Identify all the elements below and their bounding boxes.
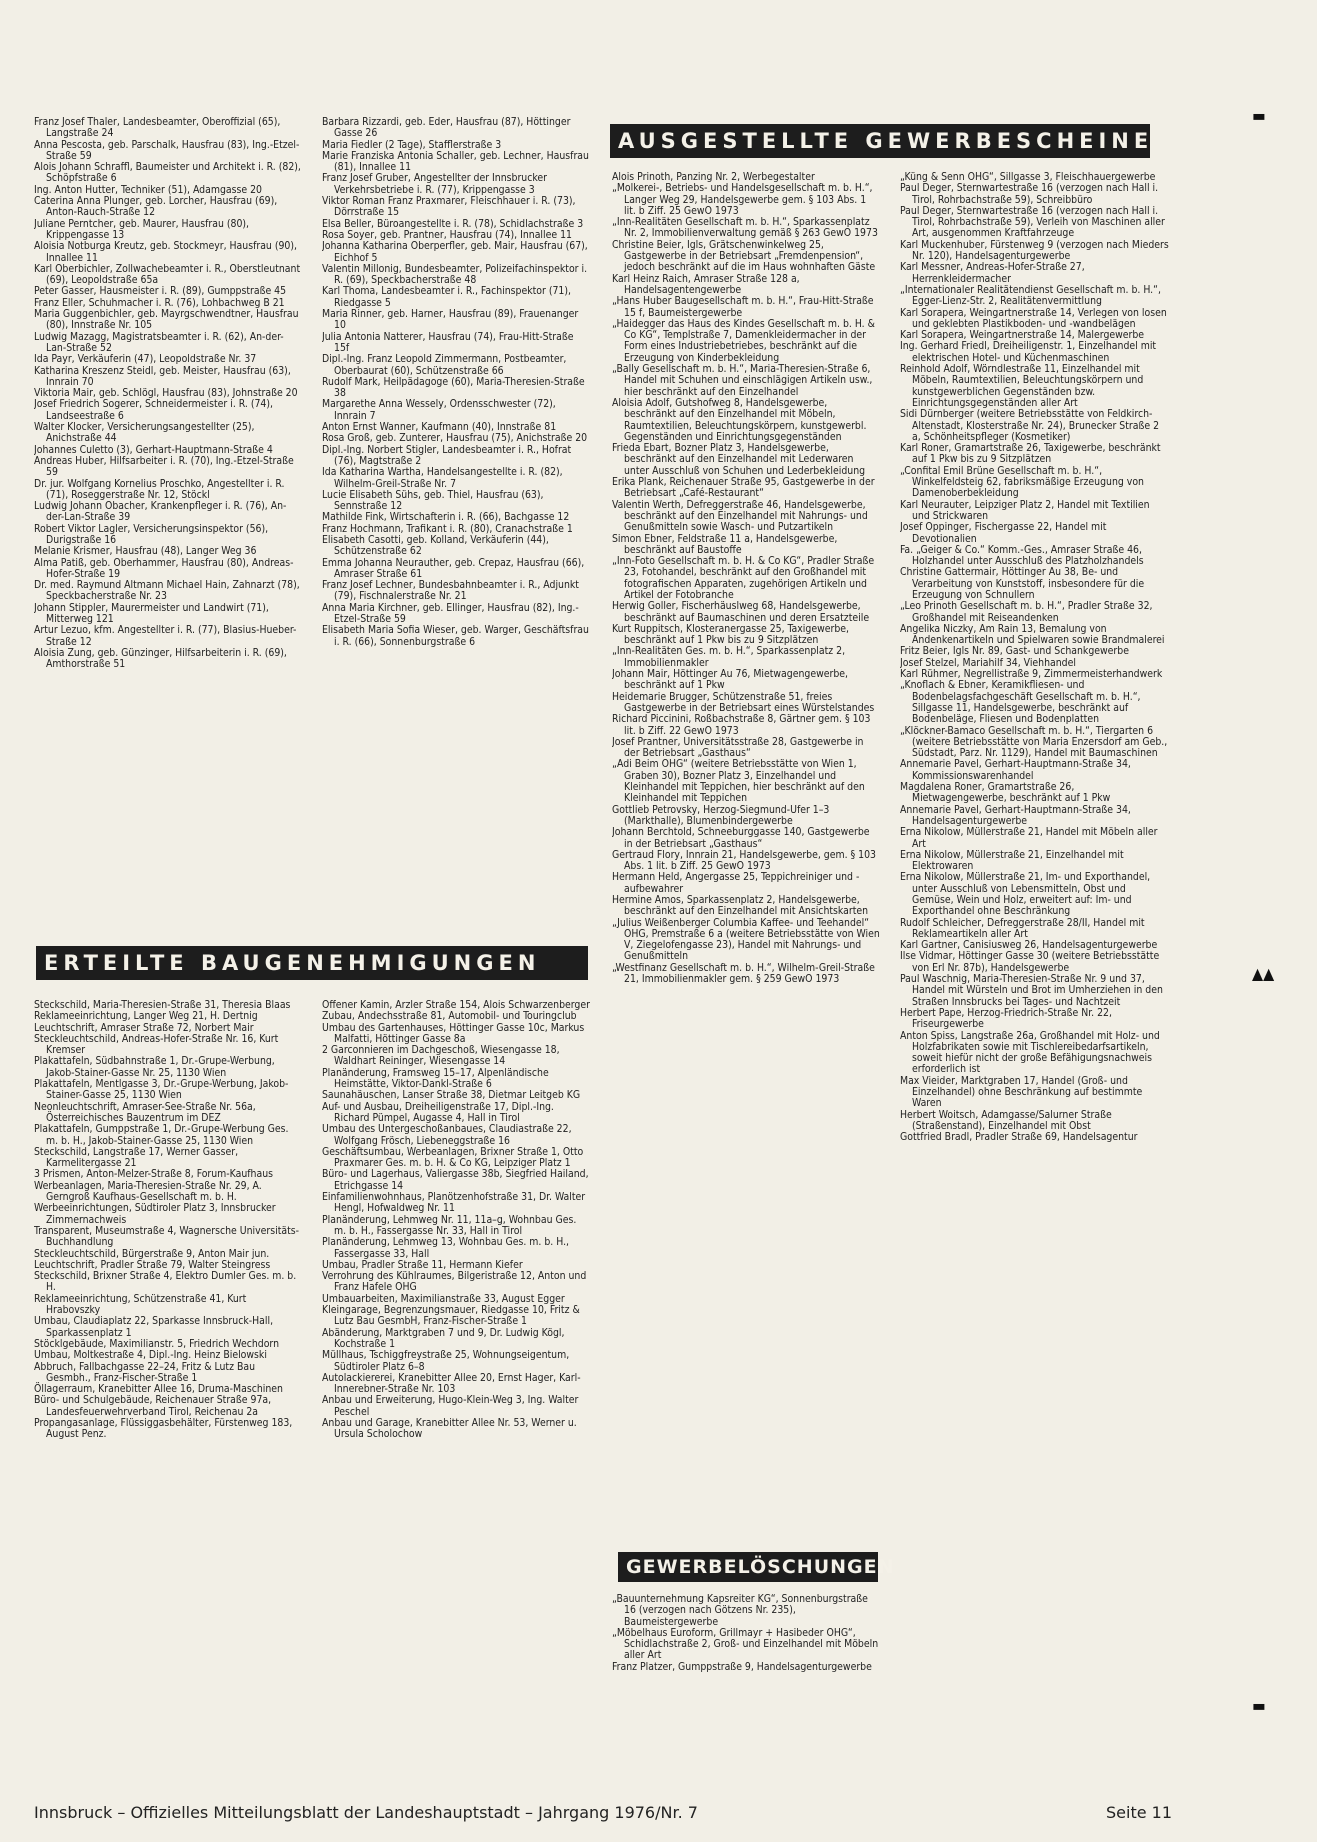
- list-entry: „Inn-Realitäten Ges. m. b. H.“, Sparkassenplatz 2, Immobilienmakler: [612, 645, 846, 669]
- list-entry: Heidemarie Brugger, Schützenstraße 51, freies Gastgewerbe in der Betriebsart eines Würstelstandes: [612, 690, 875, 714]
- list-entry: Autolackiererei, Kranebitter Allee 20, Ernst Hager, Karl-Innerebner-Straße Nr. 103: [322, 1371, 581, 1396]
- list-entry: Dipl.-Ing. Franz Leopold Zimmermann, Postbeamter, Oberbaurat (60), Schützenstraße 66: [322, 353, 567, 377]
- list-entry: Zubau, Andechsstraße 81, Automobil- und Touringclub: [322, 1010, 577, 1023]
- list-entry: Anbau und Erweiterung, Hugo-Klein-Weg 3, Ing. Walter Peschel: [322, 1394, 579, 1418]
- list-entry: Dr. med. Raymund Altmann Michael Hain, Zahnarzt (78), Speckbacherstraße Nr. 23: [34, 579, 300, 603]
- list-entry: Anna Maria Kirchner, geb. Ellinger, Hausfrau (82), Ing.-Etzel-Straße 59: [322, 601, 579, 626]
- list-entry: Werbeanlagen, Maria-Theresien-Straße Nr. 29, A. Gerngroß Kaufhaus-Gesellschaft m. b. H.: [34, 1179, 262, 1204]
- list-entry: Annemarie Pavel, Gerhart-Hauptmann-Straße 34, Kommissionswarenhandel: [900, 758, 1131, 782]
- list-entry: Johanna Katharina Oberperfler, geb. Mair, Hausfrau (67), Eichhof 5: [322, 240, 588, 264]
- list-entry: Franz Josef Thaler, Landesbeamter, Oberoffizial (65), Langstraße 24: [34, 117, 281, 140]
- list-entry: Ludwig Mazagg, Magistratsbeamter i. R. (62), An-der-Lan-Straße 52: [34, 330, 284, 354]
- list-entry: Johannes Culetto (3), Gerhart-Hauptmann-Straße 4: [34, 443, 273, 456]
- list-entry: Rosa Groß, geb. Zunterer, Hausfrau (75), Anichstraße 20: [322, 432, 588, 445]
- list-entry: Erna Nikolow, Müllerstraße 21, Einzelhandel mit Elektrowaren: [900, 848, 1124, 873]
- list-entry: Hermine Amos, Sparkassenplatz 2, Handelsgewerbe, beschränkt auf den Einzelhandel mit Ansichtskarten: [612, 894, 869, 918]
- list-entry: „Inn-Foto Gesellschaft m. b. H. & Co KG“, Pradler Straße 23, Fotohandel, beschränkt auf den Großhandel mit fotografischen Apparaten, zugehörigen Artikeln und Artikel der Fotobranche: [612, 555, 875, 601]
- list-entry: Karl Rühmer, Negrellistraße 9, Zimmermeisterhandwerk: [900, 668, 1163, 681]
- list-entry: Margarethe Anna Wessely, Ordensschwester (72), Innrain 7: [322, 398, 556, 422]
- list-entry: Josef Oppinger, Fischergasse 22, Handel mit Devotionalien: [900, 521, 1107, 545]
- list-entry: Kleingarage, Begrenzungsmauer, Riedgasse 10, Fritz & Lutz Bau GesmbH, Franz-Fischer-Straße 1: [322, 1304, 580, 1328]
- list-entry: Franz Hochmann, Trafikant i. R. (80), Cranachstraße 1: [322, 522, 573, 535]
- list-entry: Caterina Anna Plunger, geb. Lorcher, Hausfrau (69), Anton-Rauch-Straße 12: [34, 195, 278, 219]
- list-entry: Magdalena Roner, Gramartstraße 26, Mietwagengewerbe, beschränkt auf 1 Pkw: [900, 781, 1111, 805]
- list-entry: „Küng & Senn OHG“, Sillgasse 3, Fleischhauergewerbe: [900, 172, 1156, 183]
- trade-licenses-column-left: [612, 172, 880, 1532]
- list-entry: Kurt Ruppitsch, Klosteranergasse 25, Taxigewerbe, beschränkt auf 1 Pkw bis zu 9 Sitzplätzen: [612, 622, 849, 647]
- trade-cancellations-column: [612, 1594, 880, 1774]
- list-entry: Mathilde Fink, Wirtschafterin i. R. (66), Bachgasse 12: [322, 511, 570, 524]
- list-entry: Anna Pescosta, geb. Parschalk, Hausfrau (83), Ing.-Etzel-Straße 59: [34, 138, 300, 162]
- list-entry: Sidi Dürnberger (weitere Betriebsstätte von Feldkirch-Altenstadt, Klosterstraße Nr. 24), Brunecker Straße 2 a, Schönheitspfleger (Kosmetiker): [900, 408, 1160, 443]
- list-entry: Plakattafeln, Südbahnstraße 1, Dr.-Grupe-Werbung, Jakob-Stainer-Gasse Nr. 25, 1130 Wien: [34, 1055, 275, 1079]
- list-entry: „Julius Weißenberger Columbia Kaffee- und Teehandel“ OHG, Premstraße 6 a (weitere Betriebsstätte von Wien V, Ziegelofengasse 23), Handel mit Nahrungs- und Genußmitteln: [612, 916, 880, 963]
- building-permits-column-left: [34, 1000, 302, 1775]
- section-heading-baugenehmigungen: ERTEILTE BAUGENEHMIGUNGEN: [36, 946, 588, 980]
- list-entry: Annemarie Pavel, Gerhart-Hauptmann-Straße 34, Handelsagenturgewerbe: [900, 803, 1131, 827]
- list-entry: Johann Stippler, Maurermeister und Landwirt (71), Mitterweg 121: [34, 601, 269, 626]
- list-entry: Neonleuchtschrift, Amraser-See-Straße Nr. 56a, Österreichisches Bauzentrum im DEZ: [34, 1100, 256, 1124]
- list-entry: Simon Ebner, Feldstraße 11 a, Handelsgewerbe, beschränkt auf Baustoffe: [612, 532, 838, 556]
- list-entry: Franz Josef Gruber, Angestellter der Innsbrucker Verkehrsbetriebe i. R. (77), Krippengasse 3: [322, 172, 547, 196]
- section-heading-gewerbescheine: AUSGESTELLTE GEWERBESCHEINE: [610, 124, 1150, 158]
- list-entry: Offener Kamin, Arzler Straße 154, Alois Schwarzenberger: [322, 1000, 590, 1011]
- list-entry: Marie Franziska Antonia Schaller, geb. Lechner, Hausfrau (81), Innallee 11: [322, 149, 589, 174]
- list-entry: Umbauarbeiten, Maximilianstraße 33, August Egger: [322, 1292, 565, 1305]
- list-entry: Herbert Woitsch, Adamgasse/Salurner Straße (Straßenstand), Einzelhandel mit Obst: [900, 1108, 1112, 1132]
- list-entry: Alois Prinoth, Panzing Nr. 2, Werbegestalter: [612, 172, 815, 183]
- list-entry: Andreas Huber, Hilfsarbeiter i. R. (70), Ing.-Etzel-Straße 59: [34, 454, 294, 479]
- list-entry: Josef Prantner, Universitätsstraße 28, Gastgewerbe in der Betriebsart „Gasthaus“: [612, 735, 864, 760]
- list-entry: Herwig Goller, Fischerhäuslweg 68, Handelsgewerbe, beschränkt auf Baumaschinen und deren Ersatzteile: [612, 600, 870, 624]
- list-entry: Anton Ernst Wanner, Kaufmann (40), Innstraße 81: [322, 421, 557, 434]
- list-entry: Emma Johanna Neurauther, geb. Crepaz, Hausfrau (66), Amraser Straße 61: [322, 556, 585, 580]
- list-entry: Rudolf Schleicher, Defreggerstraße 28/II, Handel mit Reklameartikeln aller Art: [900, 916, 1145, 940]
- list-entry: Karl Muckenhuber, Fürstenweg 9 (verzogen nach Mieders Nr. 120), Handelsagenturgewerbe: [900, 238, 1169, 263]
- list-entry: „Confital Emil Brüne Gesellschaft m. b. H.“, Winkelfeldsteig 62, fabriksmäßige Erzeugung von Damenoberbekleidung: [900, 464, 1144, 500]
- list-entry: Peter Gasser, Hausmeister i. R. (89), Gumppstraße 45: [34, 285, 287, 298]
- list-entry: Planänderung, Lehmweg Nr. 11, 11a–g, Wohnbau Ges. m. b. H., Fassergasse Nr. 33, Hall in Tirol: [322, 1213, 577, 1237]
- list-entry: Planänderung, Framsweg 15–17, Alpenländische Heimstätte, Viktor-Dankl-Straße 6: [322, 1066, 549, 1091]
- list-entry: Umbau, Moltkestraße 4, Dipl.-Ing. Heinz Bielowski: [34, 1349, 267, 1362]
- list-entry: Propangasanlage, Flüssiggasbehälter, Fürstenweg 183, August Penz.: [34, 1416, 293, 1441]
- list-entry: Gottfried Bradl, Pradler Straße 69, Handelsagentur: [900, 1131, 1138, 1144]
- list-entry: Stöcklgebäude, Maximilianstr. 5, Friedrich Wechdorn: [34, 1337, 279, 1350]
- list-entry: Josef Friedrich Sogerer, Schneidermeister i. R. (74), Landseestraße 6: [34, 398, 273, 422]
- list-entry: Paul Waschnig, Maria-Theresien-Straße Nr. 9 und 37, Handel mit Würsteln und Brot im Umherziehen in den Straßen Innsbrucks bei Tages- und Nachtzeit: [900, 973, 1163, 1008]
- list-entry: Steckschild, Langstraße 17, Werner Gasser, Karmelitergasse 21: [34, 1145, 239, 1170]
- deaths-column-middle: [322, 117, 590, 919]
- list-entry: Dipl.-Ing. Norbert Stigler, Landesbeamter i. R., Hofrat (76), Magtstraße 2: [322, 443, 572, 467]
- list-entry: Elisabeth Casotti, geb. Kolland, Verkäuferin (44), Schützenstraße 62: [322, 533, 549, 558]
- punch-mark: ▬: [1252, 1696, 1266, 1715]
- list-entry: Hermann Held, Angergasse 25, Teppichreiniger und -aufbewahrer: [612, 871, 860, 895]
- list-entry: Maria Guggenbichler, geb. Mayrgschwendtner, Hausfrau (80), Innstraße Nr. 105: [34, 308, 299, 332]
- list-entry: Steckschild, Brixner Straße 4, Elektro Dumler Ges. m. b. H.: [34, 1270, 297, 1294]
- list-entry: Katharina Kreszenz Steidl, geb. Meister, Hausfrau (63), Innrain 70: [34, 364, 291, 388]
- list-entry: Valentin Werth, Defreggerstraße 46, Handelsgewerbe, beschränkt auf den Einzelhandel mit Nahrungs- und Genußmitteln sowie Wasch- und Putzartikeln: [612, 498, 868, 534]
- list-entry: Richard Piccinini, Roßbachstraße 8, Gärtner gem. § 103 lit. b Ziff. 22 GewO 1973: [612, 713, 871, 737]
- list-entry: „Bauunternehmung Kapsreiter KG“, Sonnenburgstraße 16 (verzogen nach Götzens Nr. 235), Baumeistergewerbe: [612, 1594, 868, 1628]
- list-entry: Einfamilienwohnhaus, Planötzenhofstraße 31, Dr. Walter Hengl, Hofwaldweg Nr. 11: [322, 1191, 586, 1215]
- list-entry: „Leo Prinoth Gesellschaft m. b. H.“, Pradler Straße 32, Großhandel mit Reiseandenken: [900, 600, 1153, 624]
- list-entry: Fa. „Geiger & Co.“ Komm.-Ges., Amraser Straße 46, Holzhandel unter Ausschluß des Platzholzhandels: [900, 543, 1144, 568]
- list-entry: Karl Gartner, Canisiusweg 26, Handelsagenturgewerbe: [900, 939, 1158, 952]
- building-permits-column-right: [322, 1000, 590, 1775]
- list-entry: „Klöckner-Bamaco Gesellschaft m. b. H.“, Tiergarten 6 (weitere Betriebsstätte von Maria Enzersdorf am Geb., Südstadt, Parz. Nr. 1129), Handel mit Baumaschinen: [900, 724, 1168, 760]
- list-entry: Umbau des Gartenhauses, Höttinger Gasse 10c, Markus Malfatti, Höttinger Gasse 8a: [322, 1021, 585, 1045]
- list-entry: Leuchtschrift, Amraser Straße 72, Norbert Mair: [34, 1021, 254, 1034]
- list-entry: Paul Deger, Sternwartestraße 16 (verzogen nach Hall i. Tirol, Rohrbachstraße 59), Schreibbüro: [900, 182, 1159, 206]
- list-entry: Julia Antonia Natterer, Hausfrau (74), Frau-Hitt-Straße 15f: [322, 330, 574, 354]
- list-entry: Karl Thoma, Landesbeamter i. R., Fachinspektor (71), Riedgasse 5: [322, 285, 571, 309]
- list-entry: „Möbelhaus Euroform, Grillmayr + Hasibeder OHG“, Schidlachstraße 2, Groß- und Einzelhandel mit Möbeln aller Art: [612, 1626, 879, 1662]
- list-entry: Steckleuchtschild, Andreas-Hofer-Straße Nr. 16, Kurt Kremser: [34, 1032, 279, 1057]
- list-entry: Werbeeinrichtungen, Südtiroler Platz 3, Innsbrucker Zimmernachweis: [34, 1202, 276, 1226]
- list-entry: Ing. Gerhard Friedl, Dreiheiligenstr. 1, Einzelhandel mit elektrischen Hotel- und Küchenmaschinen: [900, 340, 1157, 364]
- list-entry: Valentin Millonig, Bundesbeamter, Polizeifachinspektor i. R. (69), Speckbacherstraße 48: [322, 262, 588, 287]
- list-entry: „Internationaler Realitätendienst Gesellschaft m. b. H.“, Egger-Lienz-Str. 2, Realitätenvermittlung: [900, 283, 1161, 308]
- list-entry: Leuchtschrift, Pradler Straße 79, Walter Steingress: [34, 1258, 271, 1271]
- list-entry: Johann Berchtold, Schneeburggasse 140, Gastgewerbe in der Betriebsart „Gasthaus“: [612, 826, 870, 850]
- list-entry: Büro- und Lagerhaus, Valiergasse 38b, Siegfried Hailand, Etrichgasse 14: [322, 1168, 589, 1192]
- list-entry: Ludwig Johann Obacher, Krankenpfleger i. R. (76), An-der-Lan-Straße 39: [34, 500, 287, 524]
- list-entry: Auf- und Ausbau, Dreiheiligenstraße 17, Dipl.-Ing. Richard Pümpel, Augasse 4, Hall in Tirol: [322, 1100, 554, 1124]
- list-entry: „Knoflach & Ebner, Keramikfliesen- und Bodenbelagsfachgeschäft Gesellschaft m. b. H.“, Sillgasse 11, Handelsgewerbe, beschränkt auf Bodenbeläge, Fliesen und Bodenplatten: [900, 679, 1141, 726]
- list-entry: Karl Roner, Gramartstraße 26, Taxigewerbe, beschränkt auf 1 Pkw bis zu 9 Sitzplätzen: [900, 442, 1161, 466]
- list-entry: Barbara Rizzardi, geb. Eder, Hausfrau (87), Höttinger Gasse 26: [322, 117, 571, 140]
- list-entry: Herbert Pape, Herzog-Friedrich-Straße Nr. 22, Friseurgewerbe: [900, 1006, 1112, 1031]
- list-entry: Plakattafeln, Gumppstraße 1, Dr.-Grupe-Werbung Ges. m. b. H., Jakob-Stainer-Gasse 25, 1130 Wien: [34, 1123, 289, 1147]
- trade-licenses-column-right: [900, 172, 1170, 1772]
- list-entry: Josef Stelzel, Mariahilf 34, Viehhandel: [900, 656, 1076, 669]
- list-entry: Erna Nikolow, Müllerstraße 21, Im- und Exporthandel, unter Ausschluß von Lebensmitteln, Obst und Gemüse, Wein und Holz, erweitert auf: Im- und Exporthandel ohne Beschränkung: [900, 871, 1151, 918]
- list-entry: „Adi Beim OHG“ (weitere Betriebsstätte von Wien 1, Graben 30), Bozner Platz 3, Einzelhandel und Kleinhandel mit Teppichen, hier beschränkt auf den Kleinhandel mit Teppichen: [612, 758, 865, 805]
- list-entry: Christine Gattermair, Höttinger Au 38, Be- und Verarbeitung von Kunststoff, insbesondere für die Erzeugung von Schnullern: [900, 566, 1145, 601]
- list-entry: „Bally Gesellschaft m. b. H.“, Maria-Theresien-Straße 6, Handel mit Schuhen und einschlägigen Artikeln usw., hier beschränkt auf den Einzelhandel: [612, 363, 873, 398]
- list-entry: Steckschild, Maria-Theresien-Straße 31, Theresia Blaas: [34, 1000, 291, 1011]
- list-entry: Transparent, Museumstraße 4, Wagnersche Universitäts-Buchhandlung: [34, 1224, 300, 1249]
- list-entry: Plakattafeln, Mentlgasse 3, Dr.-Grupe-Werbung, Jakob-Stainer-Gasse 25, 1130 Wien: [34, 1078, 289, 1102]
- list-entry: Saunahäuschen, Lanser Straße 38, Dietmar Leitgeb KG: [322, 1089, 581, 1102]
- list-entry: Ida Payr, Verkäuferin (47), Leopoldstraße Nr. 37: [34, 353, 257, 366]
- list-entry: Elsa Beller, Büroangestellte i. R. (78), Schidlachstraße 3: [322, 217, 584, 230]
- list-entry: Maria Fiedler (2 Tage), Stafflerstraße 3: [322, 138, 502, 151]
- list-entry: Alma Patiß, geb. Oberhammer, Hausfrau (80), Andreas-Hofer-Straße 19: [34, 556, 294, 580]
- punch-mark: ▲▲: [1252, 964, 1275, 983]
- list-entry: Reklameeinrichtung, Langer Weg 21, H. Dertnig: [34, 1010, 258, 1023]
- list-entry: Erna Nikolow, Müllerstraße 21, Handel mit Möbeln aller Art: [900, 826, 1158, 850]
- list-entry: Gertraud Flory, Innrain 21, Handelsgewerbe, gem. § 103 Abs. 1 lit. b Ziff. 25 GewO 1973: [612, 848, 877, 873]
- list-entry: Rudolf Mark, Heilpädagoge (60), Maria-Theresien-Straße 38: [322, 375, 585, 400]
- list-entry: Angelika Niczky, Am Rain 13, Bemalung von Andenkenartikeln und Spielwaren sowie Brandmalerei: [900, 622, 1165, 647]
- list-entry: Franz Josef Lechner, Bundesbahnbeamter i. R., Adjunkt (79), Fischnalerstraße Nr. 21: [322, 579, 579, 603]
- list-entry: Artur Lezuo, kfm. Angestellter i. R. (77), Blasius-Hueber-Straße 12: [34, 624, 297, 648]
- list-entry: Umbau des Untergeschoßanbaues, Claudiastraße 22, Wolfgang Frösch, Liebeneggstraße 16: [322, 1123, 572, 1147]
- list-entry: Frieda Ebart, Bozner Platz 3, Handelsgewerbe, beschränkt auf den Einzelhandel mit Lederwaren unter Ausschluß von Schuhen und Lederbekleidung: [612, 442, 866, 477]
- list-entry: „Inn-Realitäten Gesellschaft m. b. H.“, Sparkassenplatz Nr. 2, Immobilienverwaltung gemäß § 263 GewO 1973: [612, 216, 878, 240]
- list-entry: „Westfinanz Gesellschaft m. b. H.“, Wilhelm-Greil-Straße 21, Immobilienmakler gem. § 259 GewO 1973: [612, 961, 875, 986]
- list-entry: Juliane Perntcher, geb. Maurer, Hausfrau (80), Krippengasse 13: [34, 217, 250, 241]
- list-entry: Fritz Beier, Igls Nr. 89, Gast- und Schankgewerbe: [900, 645, 1129, 658]
- list-entry: Ing. Anton Hutter, Techniker (51), Adamgasse 20: [34, 183, 262, 196]
- list-entry: Franz Platzer, Gumppstraße 9, Handelsagenturgewerbe: [612, 1660, 872, 1673]
- list-entry: Büro- und Schulgebäude, Reichenauer Straße 97a, Landesfeuerwehrverband Tirol, Reichenau 2a: [34, 1394, 272, 1418]
- list-entry: Aloisia Zung, geb. Günzinger, Hilfsarbeiterin i. R. (69), Amthorstraße 51: [34, 646, 287, 671]
- list-entry: „Molkerei-, Betriebs- und Handelsgesellschaft m. b. H.“, Langer Weg 29, Handelsgewerbe gem. § 103 Abs. 1 lit. b Ziff. 25 GewO 1973: [612, 182, 873, 217]
- list-entry: Anton Spiss, Langstraße 26a, Großhandel mit Holz- und Holzfabrikaten sowie mit Tischlereibedarfsartikeln, soweit hiefür nicht der große Befähigungsnachweis erforderlich ist: [900, 1029, 1160, 1076]
- list-entry: Franz Eller, Schuhmacher i. R. (76), Lohbachweg B 21: [34, 296, 285, 309]
- list-entry: Melanie Krismer, Hausfrau (48), Langer Weg 36: [34, 545, 257, 558]
- list-entry: Elisabeth Maria Sofia Wieser, geb. Warger, Geschäftsfrau i. R. (66), Sonnenburgstraße 6: [322, 624, 589, 648]
- list-entry: Reinhold Adolf, Wörndlestraße 11, Einzelhandel mit Möbeln, Raumtextilien, Beleuchtungskörpern und kunstgewerblichen Gegenständen bzw. Einrichtungsgegenständen aller Art: [900, 363, 1144, 409]
- list-entry: 2 Garconnieren im Dachgeschoß, Wiesengasse 18, Waldhart Reininger, Wiesengasse 14: [322, 1044, 560, 1068]
- list-entry: „Hans Huber Baugesellschaft m. b. H.“, Frau-Hitt-Straße 15 f, Baumeistergewerbe: [612, 295, 874, 319]
- list-entry: Karl Heinz Raich, Amraser Straße 128 a, Handelsagentengewerbe: [612, 272, 800, 296]
- footer-publication-line: Innsbruck – Offizielles Mitteilungsblatt der Landeshauptstadt – Jahrgang 1976/Nr. 7: [34, 1803, 698, 1822]
- list-entry: Abbruch, Fallbachgasse 22–24, Fritz & Lutz Bau Gesmbh., Franz-Fischer-Straße 1: [34, 1360, 256, 1384]
- list-entry: Viktor Roman Franz Praxmarer, Fleischhauer i. R. (73), Dörrstraße 15: [322, 195, 576, 219]
- punch-mark: ▬: [1252, 106, 1266, 125]
- list-entry: Geschäftsumbau, Werbeanlagen, Brixner Straße 1, Otto Praxmarer Ges. m. b. H. & Co KG, Leipziger Platz 1: [322, 1145, 584, 1170]
- list-entry: Steckleuchtschild, Bürgerstraße 9, Anton Mair jun.: [34, 1247, 270, 1260]
- list-entry: Öllagerraum, Kranebitter Allee 16, Druma-Maschinen: [34, 1383, 283, 1396]
- footer-page-number: Seite 11: [1106, 1803, 1173, 1822]
- list-entry: Abänderung, Marktgraben 7 und 9, Dr. Ludwig Kögl, Kochstraße 1: [322, 1326, 565, 1350]
- list-entry: Karl Sorapera, Weingartnerstraße 14, Verlegen von losen und geklebten Plastikboden- und -wandbelägen: [900, 306, 1167, 330]
- list-entry: Erika Plank, Reichenauer Straße 95, Gastgewerbe in der Betriebsart „Café-Restaurant“: [612, 476, 875, 500]
- list-entry: Karl Messner, Andreas-Hofer-Straße 27, Herrenkleidermacher: [900, 261, 1085, 285]
- section-heading-loeschungen: GEWERBELÖSCHUNGEN: [618, 1552, 878, 1582]
- list-entry: Walter Klocker, Versicherungsangestellter (25), Anichstraße 44: [34, 421, 255, 445]
- list-entry: Christine Beier, Igls, Grätschenwinkelweg 25, Gastgewerbe in der Betriebsart „Fremdenpension“, jedoch beschränkt auf die im Haus wohnhaften Gäste: [612, 238, 876, 274]
- list-entry: Ilse Vidmar, Höttinger Gasse 30 (weitere Betriebsstätte von Erl Nr. 87b), Handelsgewerbe: [900, 950, 1160, 974]
- list-entry: Viktoria Mair, geb. Schlögl, Hausfrau (83), Johnstraße 20: [34, 387, 298, 400]
- list-entry: Paul Deger, Sternwartestraße 16 (verzogen nach Hall i. Tirol, Rohrbachstraße 59), Verleih von Maschinen aller Art, ausgenommen Kraftfahrzeuge: [900, 204, 1165, 240]
- list-entry: Karl Sorapera, Weingartnerstraße 14, Malergewerbe: [900, 329, 1145, 342]
- list-entry: Alois Johann Schraffl, Baumeister und Architekt i. R. (82), Schöpfstraße 6: [34, 161, 301, 185]
- list-entry: Johann Mair, Höttinger Au 76, Mietwagengewerbe, beschränkt auf 1 Pkw: [612, 668, 848, 692]
- list-entry: „Haidegger das Haus des Kindes Gesellschaft m. b. H. & Co KG“, Templstraße 7, Damenkleidermacher in der Form eines Industriebetriebes, beschränkt auf die Erzeugung von Kinderbekleidung: [612, 317, 875, 364]
- list-entry: Ida Katharina Wartha, Handelsangestellte i. R. (82), Wilhelm-Greil-Straße Nr. 7: [322, 466, 563, 490]
- list-entry: Karl Oberbichler, Zollwachebeamter i. R., Oberstleutnant (69), Leopoldstraße 65a: [34, 262, 301, 287]
- list-entry: Umbau, Pradler Straße 11, Hermann Kiefer: [322, 1258, 523, 1271]
- list-entry: Reklameeinrichtung, Schützenstraße 41, Kurt Hrabovszky: [34, 1292, 247, 1317]
- list-entry: Aloisia Notburga Kreutz, geb. Stockmeyr, Hausfrau (90), Innallee 11: [34, 240, 297, 264]
- list-entry: Aloisia Adolf, Gutshofweg 8, Handelsgewerbe, beschränkt auf den Einzelhandel mit Möbeln, Raumtextilien, Beleuchtungskörpern, kunstgewerbl. Gegenständen und Einrichtungsgegenständen: [612, 396, 867, 443]
- list-entry: Lucie Elisabeth Sühs, geb. Thiel, Hausfrau (63), Sennstraße 12: [322, 488, 544, 513]
- deaths-column-left: [34, 117, 302, 885]
- list-entry: Karl Neurauter, Leipziger Platz 2, Handel mit Textilien und Strickwaren: [900, 498, 1150, 522]
- list-entry: Verrohrung des Kühlraumes, Bilgeristraße 12, Anton und Franz Hafele OHG: [322, 1270, 587, 1294]
- list-entry: 3 Prismen, Anton-Melzer-Straße 8, Forum-Kaufhaus: [34, 1168, 273, 1181]
- list-entry: Maria Rinner, geb. Harner, Hausfrau (89), Frauenanger 10: [322, 308, 579, 332]
- list-entry: Robert Viktor Lagler, Versicherungsinspektor (56), Durigstraße 16: [34, 522, 269, 546]
- list-entry: Max Vieider, Marktgraben 17, Handel (Groß- und Einzelhandel) ohne Beschränkung auf bestimmte Waren: [900, 1074, 1143, 1110]
- list-entry: Rosa Soyer, geb. Prantner, Hausfrau (74), Innallee 11: [322, 228, 572, 241]
- list-entry: Gottlieb Petrovsky, Herzog-Siegmund-Ufer 1–3 (Markthalle), Blumenbindergewerbe: [612, 803, 830, 827]
- list-entry: Planänderung, Lehmweg 13, Wohnbau Ges. m. b. H., Fassergasse 33, Hall: [322, 1236, 570, 1260]
- list-entry: Dr. jur. Wolfgang Kornelius Proschko, Angestellter i. R. (71), Roseggerstraße Nr. 12, Stöckl: [34, 477, 285, 501]
- list-entry: Anbau und Garage, Kranebitter Allee Nr. 53, Werner u. Ursula Scholochow: [322, 1416, 577, 1441]
- list-entry: Umbau, Claudiaplatz 22, Sparkasse Innsbruck-Hall, Sparkassenplatz 1: [34, 1315, 274, 1339]
- list-entry: Müllhaus, Tschiggfreystraße 25, Wohnungseigentum, Südtiroler Platz 6–8: [322, 1349, 570, 1373]
